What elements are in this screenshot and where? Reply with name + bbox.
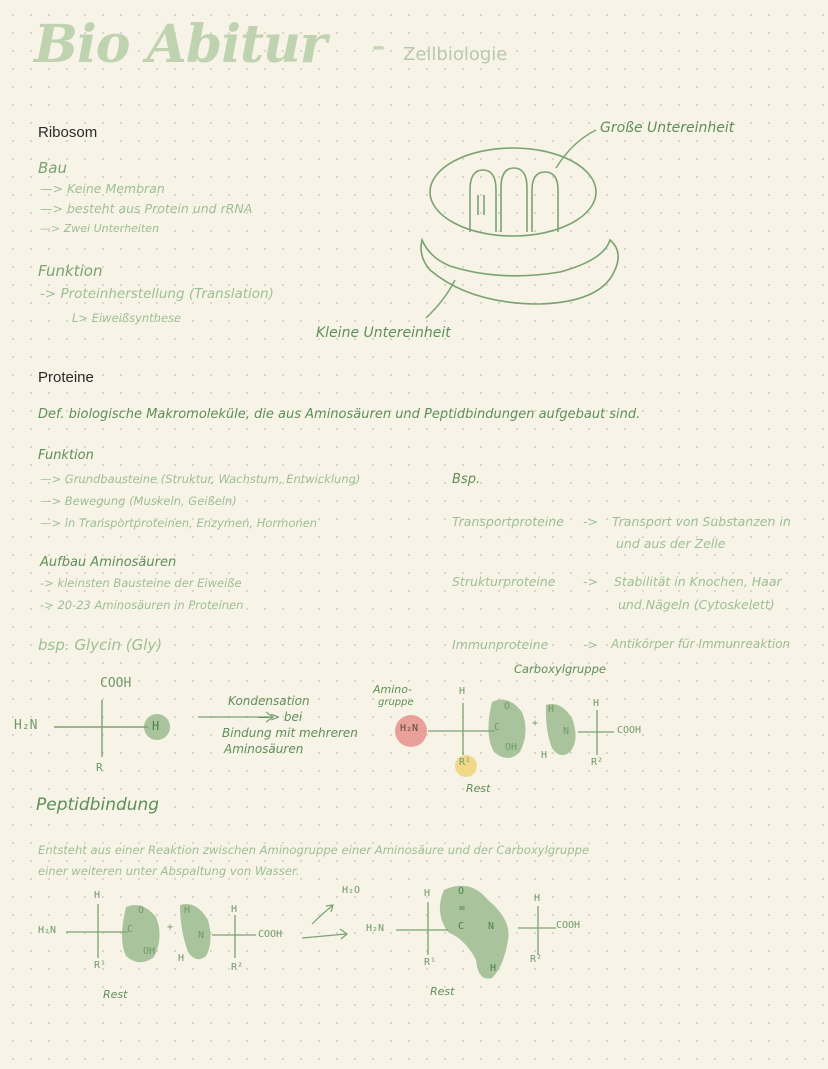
page-subtitle: Zellbiologie: [403, 44, 508, 65]
peptid-left-plus: +: [167, 922, 174, 933]
example-name: Immunproteine: [452, 637, 549, 652]
peptid-right-o: O: [458, 886, 465, 897]
glycin-label: bsp. Glycin (Gly): [38, 636, 163, 654]
reaction-h: H: [548, 704, 555, 715]
peptid-left-r1: R¹: [94, 960, 107, 971]
peptid-right-h: H: [490, 963, 497, 974]
example-desc: und Nägeln (Cytoskelett): [618, 597, 775, 612]
peptid-left-h: H: [184, 905, 191, 916]
reaction-oh: OH: [505, 742, 518, 753]
bsp-header: Bsp.: [452, 472, 481, 487]
reaction-h: H: [459, 686, 466, 697]
peptid-right-r1: R¹: [424, 957, 437, 968]
ribosom-funktion-label: Funktion: [38, 262, 103, 280]
aufbau-item: -> kleinsten Bausteine der Eiweiße: [40, 576, 242, 590]
example-desc: Antikörper für Immunreaktion: [611, 637, 791, 651]
reaction-cooh: COOH: [617, 725, 642, 736]
page-title: Bio Abitur: [34, 14, 327, 75]
peptid-arrow: [302, 905, 347, 939]
peptid-text: Entsteht aus einer Reaktion zwischen Aminogruppe einer Aminosäure und der Carboxylgruppe: [38, 843, 590, 857]
glycin-h2n: H₂N: [14, 718, 38, 733]
reaction-r1: R¹: [459, 757, 472, 768]
glycin-bonds: [54, 700, 148, 757]
carboxyl-group-label: Carboxylgruppe: [514, 662, 606, 676]
ribosom-heading: Ribosom: [38, 124, 98, 141]
peptid-right-h: H: [424, 888, 431, 899]
peptid-right-rest: Rest: [430, 985, 455, 998]
reaction-n: N: [563, 726, 570, 737]
proteine-heading: Proteine: [38, 369, 94, 386]
peptid-left-h: H: [178, 953, 185, 964]
peptid-left-rest: Rest: [103, 988, 128, 1001]
bau-label: Bau: [38, 159, 67, 177]
peptid-left-n: N: [198, 930, 205, 941]
reaction-c: C: [494, 722, 501, 733]
bau-item: —> Zwei Unterheiten: [40, 222, 160, 235]
peptid-heading: Peptidbindung: [36, 795, 160, 815]
reaction-r2: R²: [591, 757, 604, 768]
example-name: Strukturproteine: [452, 574, 556, 589]
peptid-left-h: H: [94, 890, 101, 901]
reaction-h: H: [593, 698, 600, 709]
peptid-text: einer weiteren unter Abspaltung von Wasser.: [38, 864, 300, 878]
peptid-right-c: C: [458, 921, 465, 932]
amino-group-label: gruppe: [378, 697, 414, 708]
small-subunit-label: Kleine Untereinheit: [316, 325, 451, 341]
peptid-left-c: C: [127, 924, 134, 935]
peptid-left-oh: OH: [143, 946, 156, 957]
proteine-definition: Def. biologische Makromoleküle, die aus Aminosäuren und Peptidbindungen aufgebaut sind.: [38, 407, 641, 422]
ribosom-funktion-sub: L> Eiweißsynthese: [72, 311, 182, 325]
peptid-left-h: H: [231, 904, 238, 915]
proteine-funktion-item: —> Grundbausteine (Struktur, Wachstum, Entwicklung): [40, 472, 361, 486]
reaction-h2n: H₂N: [400, 723, 419, 734]
proteine-funktion-item: —> in Transportproteinen, Enzymen, Hormonen: [40, 516, 318, 530]
kondensation-text: —> bei: [258, 710, 303, 724]
peptid-left-h2n: H₂N: [38, 925, 57, 936]
peptid-left-cooh: COOH: [258, 929, 283, 940]
peptid-left-o: O: [138, 905, 145, 916]
reaction-h: H: [541, 750, 548, 761]
example-arrow: ->: [583, 637, 598, 652]
title-dash: –: [372, 32, 385, 62]
peptid-right-h: H: [534, 893, 541, 904]
peptid-right-eq: =: [459, 903, 466, 914]
peptid-water: H₂O: [342, 885, 361, 896]
example-desc: und aus der Zelle: [616, 536, 726, 551]
example-name: Transportproteine: [452, 514, 564, 529]
bau-item: —> besteht aus Protein und rRNA: [40, 201, 253, 216]
kondensation-text: Aminosäuren: [224, 742, 304, 756]
peptid-left-r2: R²: [231, 962, 244, 973]
peptid-right-cooh: COOH: [556, 920, 581, 931]
peptid-bond-highlight: [440, 886, 509, 979]
aufbau-label: Aufbau Aminosäuren: [40, 555, 177, 570]
amino-group-label: Amino-: [373, 683, 412, 696]
aufbau-item: -> 20-23 Aminosäuren in Proteinen: [40, 598, 244, 612]
kondensation-text: Bindung mit mehreren: [222, 726, 358, 740]
peptid-right-h2n: H₂N: [366, 923, 385, 934]
glycin-r: R: [96, 761, 103, 774]
example-desc: Transport von Substanzen in: [612, 514, 791, 529]
peptid-right-r2: R²: [530, 954, 543, 965]
large-subunit-label: Große Untereinheit: [600, 120, 735, 136]
reaction-rest: Rest: [466, 782, 491, 795]
reaction-o: O: [504, 701, 511, 712]
proteine-funktion-label: Funktion: [38, 448, 94, 463]
reaction-plus: +: [532, 718, 539, 729]
kondensation-text: Kondensation: [228, 694, 310, 708]
proteine-funktion-item: —> Bewegung (Muskeln, Geißeln): [40, 494, 237, 508]
example-arrow: ->: [583, 574, 598, 589]
ribosom-funktion-item: -> Proteinherstellung (Translation): [40, 286, 274, 302]
peptid-right-n: N: [488, 921, 495, 932]
glycin-h: H: [152, 719, 160, 733]
example-arrow: ->: [583, 514, 598, 529]
bau-item: —> Keine Membran: [40, 181, 165, 196]
glycin-cooh: COOH: [100, 676, 132, 691]
example-desc: Stabilität in Knochen, Haar: [614, 574, 782, 589]
